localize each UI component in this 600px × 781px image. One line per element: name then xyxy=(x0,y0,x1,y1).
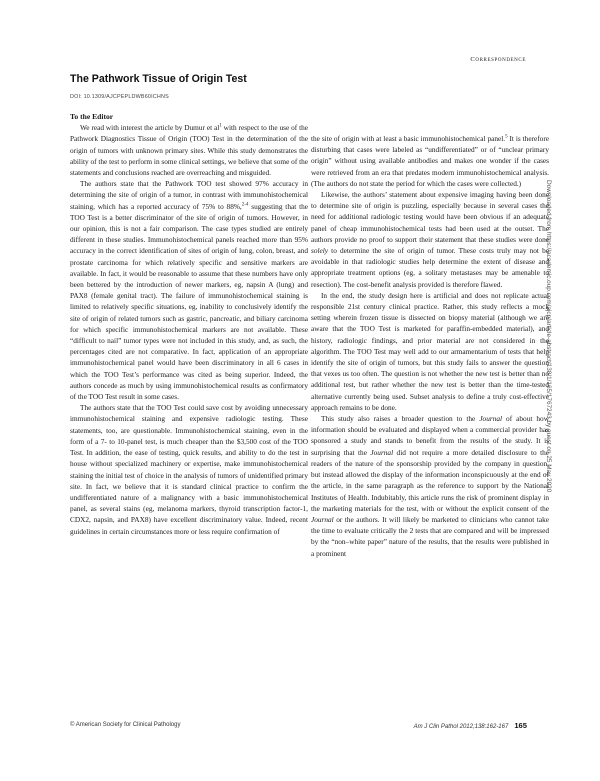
article-title: The Pathwork Tissue of Origin Test xyxy=(70,73,247,85)
paragraph: Likewise, the authors’ statement about expensive imaging having been done to determine site of origin is puzzling, especially because in several cases the need for additional radiologic testing would have been obvious if an adequate panel of cheap immunohistochemical tests had been used at the outset. The authors provide no proof to support their statement that these studies were done solely to determine the site of origin of tumor. These costs truly may not be avoidable in that radiologic studies help determine the extent of disease and appropriate treatment options (eg, a solitary metastases may be amenable to resection). The cost-benefit analysis provided is therefore flawed. xyxy=(311,190,549,289)
download-watermark: Downloaded from https://academic.oup.com/ajcp/article-abstract/138/1/165/1767243 by guest on 25 May 2020 xyxy=(545,180,552,493)
doi: DOI: 10.1309/AJCPEPLDWB60ICHNS xyxy=(70,94,169,100)
letter-heading: To the Editor xyxy=(70,112,114,121)
citation-text: Am J Clin Pathol 2012;138:162-167 xyxy=(413,724,509,730)
paragraph: the site of origin with at least a basic immunohistochemical panel.$^5$ It is therefore disturbing that cases were labeled as “undifferentiated” or of “unclear primary origin” without using available antibodies and makes one wonder if the cases were retrieved from an era that predates modern immunohistochemical analysis. (The authors do not state the period for which the cases were collected.) xyxy=(311,134,549,188)
paragraph: The authors state that the TOO Test could save cost by avoiding unnecessary immunohistochemical staining and expensive radiologic testing. These statements, too, are questionable. Immunohistochemical staining, even in the form of a 7- to 10-panel test, is much cheaper than the $3,500 cost of the TOO Test. In addition, the ease of testing, quick results, and ability to do the test in house without specialized machinery or expertise, make immunohistochemical staining the initial test of choice in the analysis of tumors of unidentified primary site. In fact, we believe that it is standard clinical practice to confirm the undifferentiated nature of a malignancy with a basic immunohistochemical panel, as several stains (eg, melanoma markers, thyroid transcription factor-1, CDX2, napsin, and PAX8) have excellent discriminatory value. Indeed, recent guidelines in certain circumstances more or less require confirmation of xyxy=(70,403,308,536)
paragraph: This study also raises a broader question to the Journal of about how information should be evaluated and displayed when a commercial provider has sponsored a study and stands to benefit from the results of the study. It is surprising that the Journal did not require a more detailed disclosure to the readers of the nature of the sponsorship provided by the company in question, but instead allowed the display of the information inconspicuously at the end of the article, in the same paragraph as the reference to support by the National Institutes of Health. Indubitably, this article runs the risk of prominent display in the marketing materials for the test, with or without the explicit consent of the Journal or the authors. It will likely be marketed to clinicians who cannot take the time to evaluate critically the 2 tests that are compared and will be impressed by the “non–white paper” nature of the results, that the results were published in a prominent xyxy=(311,414,549,558)
paragraph: In the end, the study design here is artificial and does not replicate actual responsible 21st century clinical practice. Rather, this study reflects a mock setting wherein frozen tissue is dissected on biopsy material (although we are aware that the TOO Test is marketed for paraffin-embedded material), and history, radiologic findings, and prior material are not considered in the algorithm. The TOO Test may well add to our armamentarium of tests that help identify the site of origin of tumors, but this study fails to answer the question that vexes us too often. The question is not whether the new test is better than no additional test, but rather whether the new test is better than the time-tested alternative currently being used. Subset analysis to define a truly cost-effective approach remains to be done. xyxy=(311,290,549,412)
footer-citation xyxy=(414,721,527,730)
right-column xyxy=(311,133,549,559)
left-column xyxy=(70,111,308,537)
footer-copyright: © American Society for Clinical Pathology xyxy=(70,722,181,728)
paragraph: We read with interest the article by Dumur et $al^1$ with respect to the use of the Pathwork Diagnostics Tissue of Origin (TOO) Test in the determination of the origin of tumors with unknown primary sites. While this study demonstrates the ability of the test to perform in some clinical settings, we believe that some of the statements and conclusions reached are overreaching and misguided. xyxy=(70,123,309,178)
section-header: Correspondence xyxy=(470,56,526,63)
page-number: 165 xyxy=(514,721,527,730)
paragraph: The authors state that the Pathwork TOO test showed 97% accuracy in determining the site of origin of a tumor, in contrast with immunohistochemical staining, which has a reported accuracy of 75% to 88%,$^{2-4}$ suggesting that the TOO Test is a better discriminator of the site of origin of tumors. However, in our opinion, this is not a fair comparison. The case types studied are entirely different in these studies. Immunohistochemical panels reached more than 95% accuracy in the correct identification of sites of origin of lung, colon, breast, and prostate carcinoma for which relatively specific and sensitive markers are available. In fact, it would be reasonable to assume that these numbers have only been bettered by the introduction of newer markers, eg, napsin A (lung) and PAX8 (female genital tract). The failure of immunohistochemical staining is limited to relatively specific situations, eg, inability to conclusively identify the site of origin of related tumors such as gastric, pancreatic, and biliary carcinoma for which specific immunohistochemical markers are not available. These “difficult to nail” tumor types were not included in this study, and, as such, the percentages cited are not comparative. In fact, application of an appropriate immunohistochemical panel would have been discriminatory in all 6 cases in which the TOO Test’s performance was cited as being superior. Indeed, the authors concede as much by using immunohistochemical results as confirmatory of the TOO Test result in some cases. xyxy=(70,179,308,402)
